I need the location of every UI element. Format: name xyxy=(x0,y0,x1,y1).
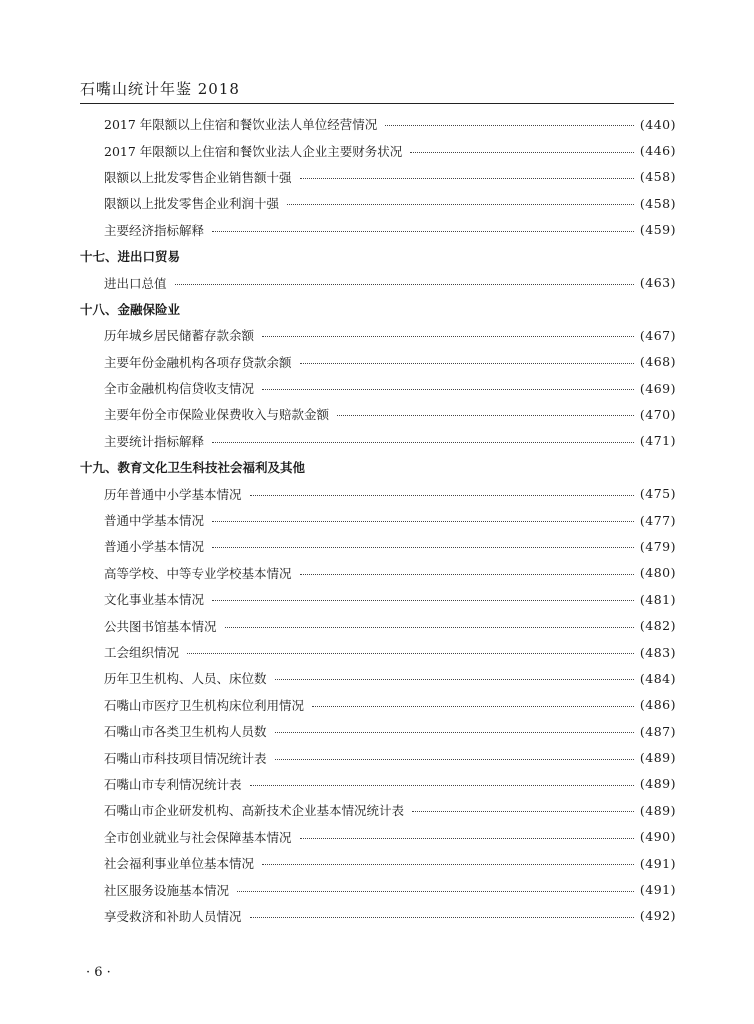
toc-entry[interactable] xyxy=(80,876,676,902)
entry-title: 历年城乡居民储蓄存款余额 xyxy=(104,328,255,344)
entry-page-number: (477) xyxy=(639,512,676,528)
toc-entry[interactable] xyxy=(80,639,676,665)
entry-page-number: (484) xyxy=(639,670,676,686)
entry-title: 工会组织情况 xyxy=(104,645,180,660)
dot-leader xyxy=(312,705,634,707)
toc-entry[interactable] xyxy=(80,137,676,163)
toc-entry[interactable] xyxy=(80,903,676,929)
entry-title: 限额以上批发零售企业利润十强 xyxy=(104,196,280,212)
toc-section-heading xyxy=(80,296,676,322)
entry-page-number: (471) xyxy=(639,433,676,449)
dot-leader xyxy=(410,151,634,153)
dot-leader xyxy=(300,362,634,364)
entry-title: 石嘴山市各类卫生机构人员数 xyxy=(104,724,267,740)
dot-leader xyxy=(250,784,634,786)
dot-leader xyxy=(175,283,634,285)
entry-title: 历年普通中小学基本情况 xyxy=(104,486,242,502)
entry-page-number: (489) xyxy=(639,750,676,766)
entry-page-number: (469) xyxy=(639,380,676,396)
entry-page-number: (467) xyxy=(639,327,676,343)
toc-entry[interactable] xyxy=(80,190,676,216)
dot-leader xyxy=(250,494,634,496)
toc-entry[interactable] xyxy=(80,612,676,638)
entry-page-number: (491) xyxy=(639,855,676,871)
dot-leader xyxy=(275,731,634,733)
toc-section-heading xyxy=(80,243,676,269)
dot-leader xyxy=(187,652,634,654)
entry-page-number: (463) xyxy=(639,275,676,291)
entry-page-number: (492) xyxy=(639,908,676,924)
entry-title: 享受救济和补助人员情况 xyxy=(104,908,242,924)
entry-page-number: (458) xyxy=(639,195,676,211)
toc-entry[interactable] xyxy=(80,824,676,850)
toc-entry[interactable] xyxy=(80,480,676,506)
dot-leader xyxy=(300,177,634,179)
section-title: 十九、教育文化卫生科技社会福利及其他 xyxy=(80,460,306,476)
toc-entry[interactable] xyxy=(80,428,676,454)
dot-leader xyxy=(412,810,634,812)
dot-leader xyxy=(300,837,634,839)
entry-title: 主要经济指标解释 xyxy=(104,222,205,238)
entry-title: 文化事业基本情况 xyxy=(104,592,205,608)
dot-leader xyxy=(212,441,634,443)
entry-page-number: (482) xyxy=(639,618,676,634)
entry-title: 主要年份全市保险业保费收入与赔款金额 xyxy=(104,407,330,423)
entry-page-number: (446) xyxy=(639,143,676,159)
entry-title: 主要年份金融机构各项存贷款余额 xyxy=(104,354,292,370)
entry-title: 石嘴山市专利情况统计表 xyxy=(104,776,242,792)
entry-page-number: (475) xyxy=(639,486,676,502)
entry-title: 普通小学基本情况 xyxy=(104,539,205,555)
dot-leader xyxy=(212,520,634,522)
entry-title: 历年卫生机构、人员、床位数 xyxy=(104,671,267,687)
entry-title: 主要统计指标解释 xyxy=(104,433,205,449)
dot-leader xyxy=(225,626,634,628)
entry-page-number: (480) xyxy=(639,565,676,581)
toc-entry[interactable] xyxy=(80,401,676,427)
entry-page-number: (487) xyxy=(639,723,676,739)
toc-entry[interactable] xyxy=(80,744,676,770)
running-header: 石嘴山统计年鉴 2018 xyxy=(80,80,240,98)
entry-title: 全市金融机构信贷收支情况 xyxy=(104,381,255,397)
dot-leader xyxy=(237,890,634,892)
entry-title: 2017 年限额以上住宿和餐饮业法人企业主要财务状况 xyxy=(104,143,403,159)
entry-page-number: (468) xyxy=(639,354,676,370)
entry-page-number: (470) xyxy=(639,406,676,422)
toc-entry[interactable] xyxy=(80,533,676,559)
toc-entry[interactable] xyxy=(80,771,676,797)
toc-entry[interactable] xyxy=(80,375,676,401)
dot-leader xyxy=(337,414,634,416)
entry-page-number: (489) xyxy=(639,776,676,792)
entry-page-number: (489) xyxy=(639,802,676,818)
entry-page-number: (483) xyxy=(639,644,676,660)
section-title: 十七、进出口贸易 xyxy=(80,249,181,265)
toc-entry[interactable] xyxy=(80,850,676,876)
header-rule xyxy=(80,103,674,104)
toc-entry[interactable] xyxy=(80,692,676,718)
entry-title: 石嘴山市医疗卫生机构床位利用情况 xyxy=(104,697,305,713)
dot-leader xyxy=(385,124,634,126)
toc-entry[interactable] xyxy=(80,507,676,533)
entry-title: 社区服务设施基本情况 xyxy=(104,882,230,898)
section-title: 十八、金融保险业 xyxy=(80,301,181,317)
entry-title: 进出口总值 xyxy=(104,275,167,291)
dot-leader xyxy=(300,573,634,575)
entry-page-number: (486) xyxy=(639,697,676,713)
entry-page-number: (459) xyxy=(639,222,676,238)
entry-page-number: (490) xyxy=(639,829,676,845)
page-number: · 6 · xyxy=(86,965,111,980)
toc-entry[interactable] xyxy=(80,586,676,612)
toc-entry[interactable] xyxy=(80,164,676,190)
entry-page-number: (440) xyxy=(639,116,676,132)
entry-title: 全市创业就业与社会保障基本情况 xyxy=(104,829,292,845)
entry-title: 石嘴山市科技项目情况统计表 xyxy=(104,750,267,766)
dot-leader xyxy=(250,916,634,918)
entry-page-number: (481) xyxy=(639,591,676,607)
entry-title: 2017 年限额以上住宿和餐饮业法人单位经营情况 xyxy=(104,117,378,133)
dot-leader xyxy=(212,599,634,601)
entry-title: 社会福利事业单位基本情况 xyxy=(104,856,255,872)
entry-title: 高等学校、中等专业学校基本情况 xyxy=(104,565,292,581)
entry-title: 石嘴山市企业研发机构、高新技术企业基本情况统计表 xyxy=(104,803,405,819)
dot-leader xyxy=(212,546,634,548)
toc-section-heading xyxy=(80,454,676,480)
toc-entry[interactable] xyxy=(80,217,676,243)
entry-title: 公共图书馆基本情况 xyxy=(104,618,217,634)
toc-entry[interactable] xyxy=(80,718,676,744)
dot-leader xyxy=(262,335,634,337)
toc-entry[interactable] xyxy=(80,269,676,295)
dot-leader xyxy=(262,863,634,865)
toc-entry[interactable] xyxy=(80,665,676,691)
toc-entry[interactable] xyxy=(80,322,676,348)
entry-page-number: (458) xyxy=(639,169,676,185)
toc-entry[interactable] xyxy=(80,797,676,823)
dot-leader xyxy=(275,678,634,680)
toc-entry[interactable] xyxy=(80,349,676,375)
dot-leader xyxy=(275,758,634,760)
toc-entry[interactable] xyxy=(80,111,676,137)
dot-leader xyxy=(287,203,634,205)
entry-title: 普通中学基本情况 xyxy=(104,513,205,529)
dot-leader xyxy=(262,388,634,390)
toc-entry[interactable] xyxy=(80,560,676,586)
entry-page-number: (479) xyxy=(639,538,676,554)
entry-page-number: (491) xyxy=(639,882,676,898)
dot-leader xyxy=(212,230,634,232)
entry-title: 限额以上批发零售企业销售额十强 xyxy=(104,169,292,185)
table-of-contents xyxy=(80,111,676,929)
